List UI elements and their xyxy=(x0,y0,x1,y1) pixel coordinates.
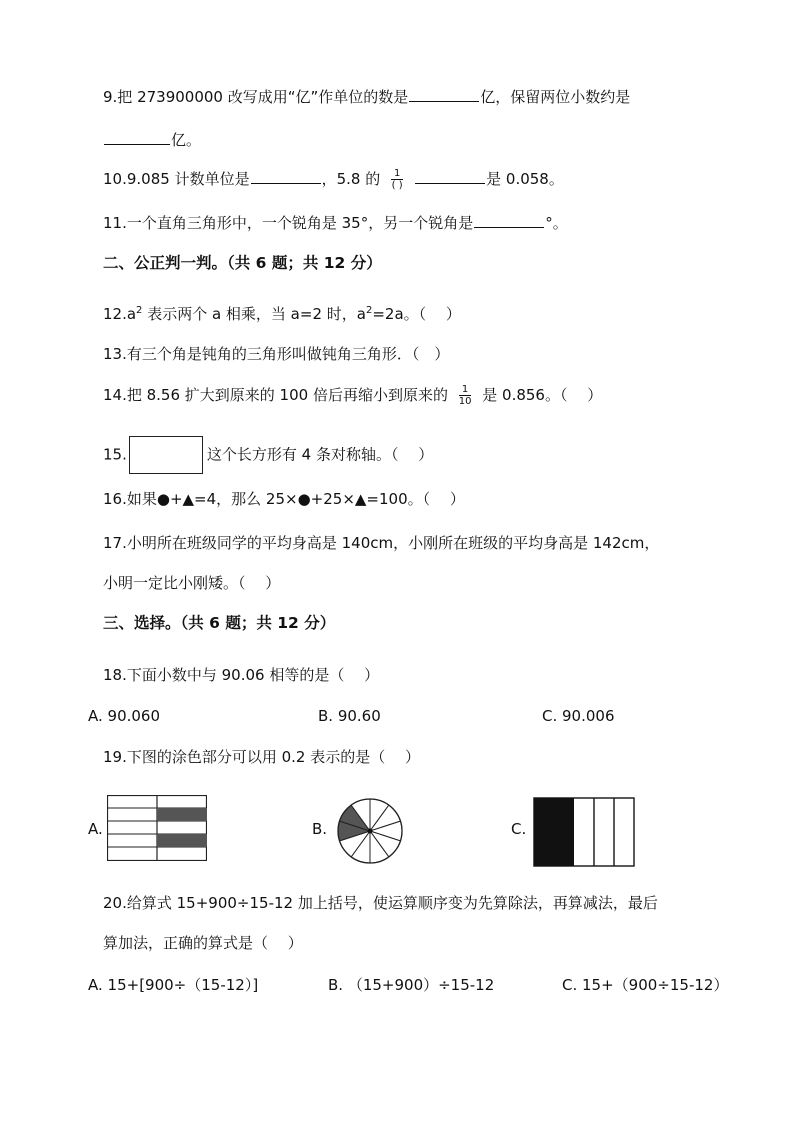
answer-blank[interactable] xyxy=(409,86,479,102)
q14-text-b: 是 0.856。（ ） xyxy=(482,386,603,404)
q19-option-a-label[interactable]: A. xyxy=(88,820,103,838)
q9-text-a: 9.把 273900000 改写成用“亿”作单位的数是 xyxy=(103,88,409,106)
q18-option-c[interactable]: C. 90.006 xyxy=(542,707,615,725)
q10-text-b: ，5.8 的 xyxy=(321,170,381,188)
question-14 xyxy=(103,384,602,407)
fraction-denominator: ( ) xyxy=(391,180,403,191)
question-20-line-2: 算加法，正确的算式是（ ） xyxy=(103,934,303,952)
q18-option-b[interactable]: B. 90.60 xyxy=(318,707,381,725)
section-2-heading: 二、公正判一判。（共 6 题；共 12 分） xyxy=(103,254,382,272)
question-18: 18.下面小数中与 90.06 相等的是（ ） xyxy=(103,666,380,684)
q20-option-a[interactable]: A. 15+[900÷（15-12）] xyxy=(88,976,259,994)
q11-text-a: 11.一个直角三角形中，一个锐角是 35°，另一个锐角是 xyxy=(103,214,474,232)
q20-option-b[interactable]: B. （15+900）÷15-12 xyxy=(328,976,495,994)
q9-text-c: 亿。 xyxy=(171,131,202,149)
fraction-denominator: 10 xyxy=(458,396,472,407)
q9-text-b: 亿，保留两位小数约是 xyxy=(480,88,631,106)
question-15 xyxy=(103,436,433,474)
question-17-line-1: 17.小明所在班级同学的平均身高是 140cm，小刚所在班级的平均身高是 142cm， xyxy=(103,534,660,552)
question-19: 19.下图的涂色部分可以用 0.2 表示的是（ ） xyxy=(103,748,421,766)
question-12 xyxy=(103,300,461,325)
q12-superscript-2: 2 xyxy=(365,305,373,316)
question-17-line-2: 小明一定比小刚矮。（ ） xyxy=(103,574,281,592)
q12-text-a: 12.a xyxy=(103,305,137,323)
q18-option-a[interactable]: A. 90.060 xyxy=(88,707,161,725)
fraction-numerator: 1 xyxy=(391,168,403,180)
q15-text-a: 15. xyxy=(103,445,127,464)
question-9-line-2 xyxy=(103,129,201,151)
answer-blank[interactable] xyxy=(474,212,544,228)
answer-blank[interactable] xyxy=(415,168,485,184)
fraction xyxy=(391,168,403,191)
q19-figure-c-strips xyxy=(533,797,635,867)
circle-center-dot xyxy=(368,829,373,834)
fraction-numerator: 1 xyxy=(459,384,472,396)
q15-text-b: 这个长方形有 4 条对称轴。（ ） xyxy=(206,445,434,464)
q19-option-b-label[interactable]: B. xyxy=(312,820,328,838)
question-13: 13.有三个角是钝角的三角形叫做钝角三角形．（ ） xyxy=(103,345,450,363)
q20-option-c[interactable]: C. 15+（900÷15-12） xyxy=(562,976,729,994)
fraction xyxy=(459,384,472,407)
q19-figure-a-grid xyxy=(107,795,207,861)
question-16: 16.如果●+▲=4，那么 25×●+25×▲=100。（ ） xyxy=(103,490,465,508)
question-9-line-1 xyxy=(103,86,630,108)
q19-figure-b-circle xyxy=(336,797,404,865)
question-10 xyxy=(103,168,564,191)
answer-blank[interactable] xyxy=(104,129,170,145)
q11-text-b: °。 xyxy=(545,214,568,232)
question-20-line-1: 20.给算式 15+900÷15-12 加上括号，使运算顺序变为先算除法，再算减法，最后 xyxy=(103,894,658,912)
q19-option-c-label[interactable]: C. xyxy=(511,820,527,838)
rectangle-figure xyxy=(129,436,203,474)
q12-superscript-1: 2 xyxy=(136,305,143,316)
q14-text-a: 14.把 8.56 扩大到原来的 100 倍后再缩小到原来的 xyxy=(103,386,448,404)
answer-blank[interactable] xyxy=(251,168,321,184)
q12-text-c: =2a。（ ） xyxy=(372,305,461,323)
section-3-heading: 三、选择。（共 6 题；共 12 分） xyxy=(103,614,336,632)
q10-text-c: 是 0.058。 xyxy=(486,170,564,188)
q12-text-b: 表示两个 a 相乘，当 a=2 时，a xyxy=(142,305,366,323)
q10-text-a: 10.9.085 计数单位是 xyxy=(103,170,250,188)
question-11 xyxy=(103,212,568,234)
